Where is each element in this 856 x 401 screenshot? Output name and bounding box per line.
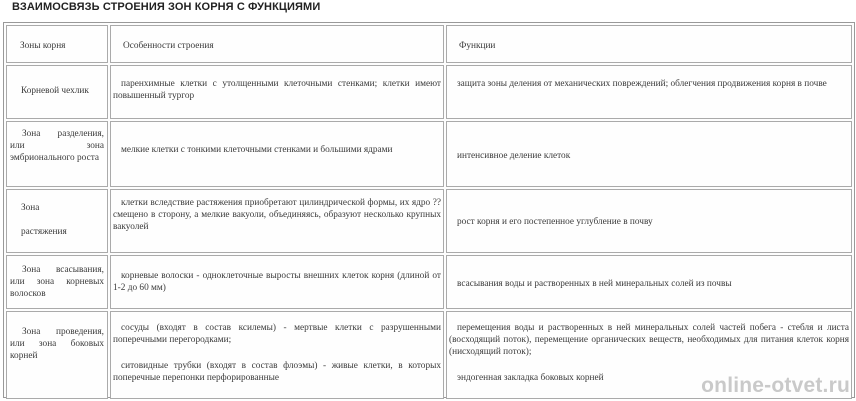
- structure-text: корневые волоски - одноклеточные выросты внешних клеток корня (длиной от 1-2 до 60 мм): [113, 271, 441, 294]
- zone-name: Корневой чехлик: [21, 86, 89, 96]
- structure-cell: [110, 65, 444, 119]
- table-row: [4, 119, 854, 189]
- zone-name: Зона проведения, или зона боковых корней: [10, 327, 104, 362]
- functions-cell: [446, 65, 852, 119]
- zone-cell: [6, 121, 108, 187]
- header-zones-label: Зоны корня: [20, 41, 66, 51]
- table-row: [4, 187, 854, 255]
- header-functions-label: Функции: [459, 41, 496, 51]
- header-cell-functions: [446, 25, 852, 63]
- table-row: [4, 253, 854, 311]
- page-title: ВЗАИМОСВЯЗЬ СТРОЕНИЯ ЗОН КОРНЯ С ФУНКЦИЯМИ: [12, 1, 321, 13]
- functions-text: всасывания воды и растворенных в ней минеральных солей из почвы: [457, 279, 732, 289]
- header-cell-zones: [6, 25, 108, 63]
- zone-cell: [6, 65, 108, 119]
- structure-text: мелкие клетки с тонкими клеточными стенками и большими ядрами: [121, 145, 393, 155]
- structure-cell: [110, 255, 444, 309]
- zone-cell: [6, 255, 108, 309]
- functions-cell: [446, 121, 852, 187]
- functions-text: перемещения воды и растворенных в ней минеральных солей частей побега - стебля и листа (восходящий поток), перемещение органических веществ, необходимых для питания клеток корня (нисходящий поток);: [449, 323, 849, 358]
- header-cell-structure: [110, 25, 444, 63]
- zone-cell: [6, 311, 108, 399]
- functions-text: защита зоны деления от механических повреждений; облегчения продвижения корня в почве: [457, 79, 827, 89]
- structure-function-table: [3, 22, 855, 398]
- structure-text: клетки вследствие растяжения приобретают цилиндрической формы, их ядро ??смещено в сторону, а мелкие вакуоли, объединяясь, образуют несколько крупных вакуолей: [113, 198, 441, 233]
- structure-cell: [110, 311, 444, 399]
- zone-name-line1: Зона: [21, 203, 40, 213]
- header-structure-label: Особенности строения: [123, 41, 214, 51]
- functions-text: рост корня и его постепенное углубление в почву: [457, 217, 653, 227]
- structure-text: ситовидные трубки (входят в состав флоэмы) - живые клетки, в которых поперечные перепонки перфорированные: [113, 361, 441, 384]
- structure-text: сосуды (входят в состав ксилемы) - мертвые клетки с разрушенными поперечными перегородками;: [113, 323, 441, 346]
- table-row: [4, 63, 854, 121]
- structure-cell: [110, 189, 444, 253]
- zone-name: Зона всасывания, или зона корневых волосков: [10, 265, 104, 300]
- zone-name-line2: растяжения: [21, 227, 67, 237]
- zone-cell: [6, 189, 108, 253]
- structure-cell: [110, 121, 444, 187]
- functions-text: интенсивное деление клеток: [457, 151, 571, 161]
- functions-cell: [446, 189, 852, 253]
- table-header-row: [4, 23, 854, 65]
- functions-text: эндогенная закладка боковых корней: [457, 373, 604, 383]
- functions-cell: [446, 255, 852, 309]
- watermark: online-otvet.ru: [701, 374, 850, 397]
- structure-text: паренхимные клетки с утолщенными клеточными стенками; клетки имеют повышенный тургор: [113, 79, 441, 102]
- zone-name: Зона разделения, или зона эмбрионального роста: [10, 129, 104, 164]
